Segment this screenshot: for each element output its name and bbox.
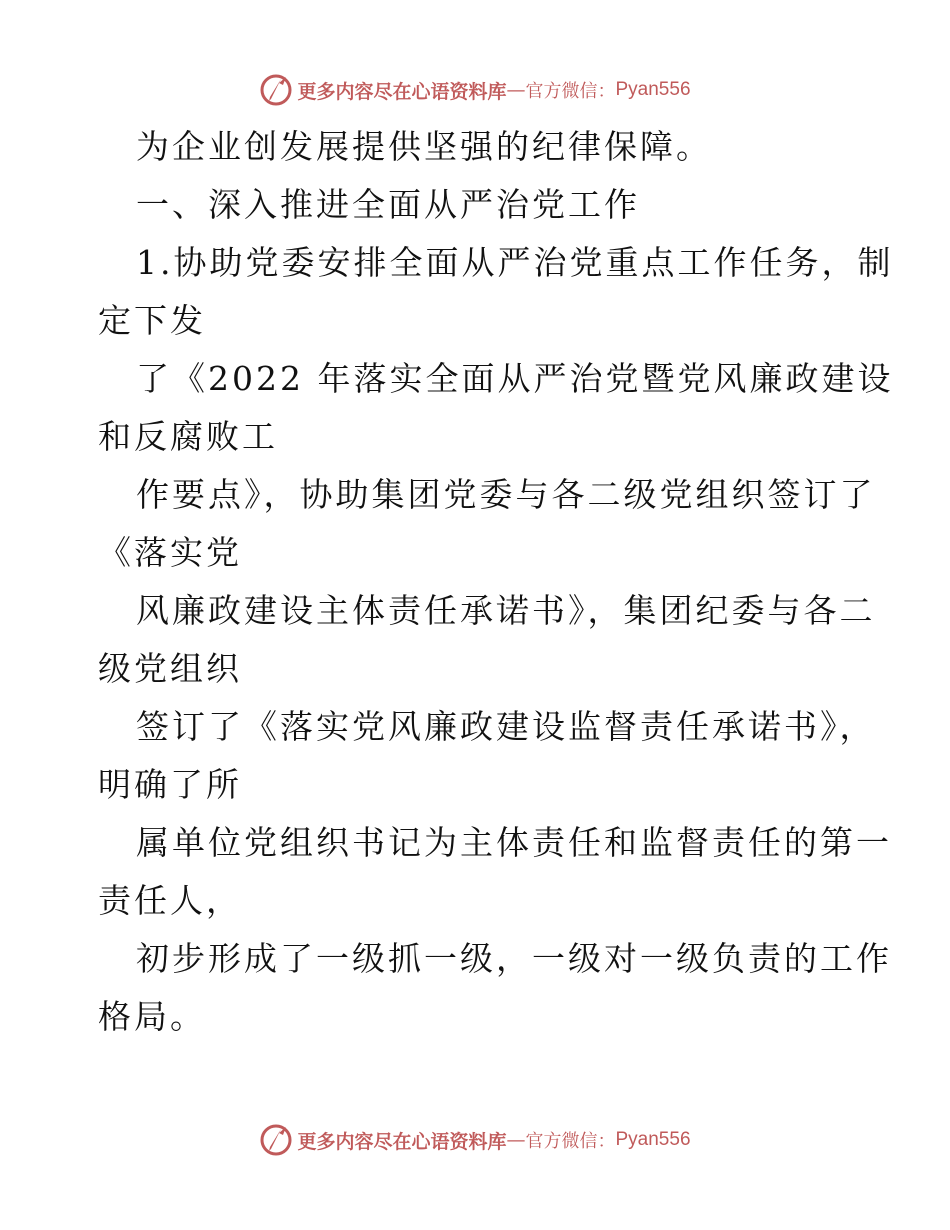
banner-wechat-id: Pyan556: [615, 1129, 691, 1150]
banner-dash: —: [506, 79, 526, 101]
footer-banner: [0, 1120, 950, 1160]
text-line: 和反腐败工: [98, 417, 278, 456]
banner-main-text: 更多内容尽在心语资料库: [297, 80, 507, 103]
banner-wechat-id: Pyan556: [615, 79, 691, 100]
text-line: 初步形成了一级抓一级，一级对一级负责的工作: [136, 939, 892, 978]
quill-logo-icon: [259, 73, 293, 107]
text-line: 级党组织: [98, 649, 242, 688]
text-line: 属单位党组织书记为主体责任和监督责任的第一: [136, 823, 892, 862]
text-line: 风廉政建设主体责任承诺书》，集团纪委与各二: [136, 591, 876, 630]
quill-logo-icon: [259, 1123, 293, 1157]
banner-wechat-label: 官方微信：: [525, 1131, 616, 1152]
text-line: 为企业创发展提供坚强的纪律保障。: [136, 127, 712, 166]
text-line: 签订了《落实党风廉政建设监督责任承诺书》，: [136, 707, 876, 746]
banner-main-text: 更多内容尽在心语资料库: [297, 1130, 507, 1153]
banner-wechat-label: 官方微信：: [525, 81, 616, 102]
text-line: 格局。: [98, 997, 206, 1036]
text-line: 明确了所: [98, 765, 242, 804]
section-heading: 一、深入推进全面从严治党工作: [136, 185, 640, 224]
text-line: 定下发: [98, 301, 206, 340]
header-banner: [0, 70, 950, 110]
text-line: 《落实党: [98, 533, 242, 572]
text-line: 1.协助党委安排全面从严治党重点工作任务，制: [136, 243, 894, 282]
text-line: 作要点》，协助集团党委与各二级党组织签订了: [136, 475, 876, 514]
banner-dash: —: [506, 1129, 526, 1151]
text-line: 责任人，: [98, 881, 242, 920]
text-line: 了《2022 年落实全面从严治党暨党风廉政建设: [136, 359, 894, 398]
